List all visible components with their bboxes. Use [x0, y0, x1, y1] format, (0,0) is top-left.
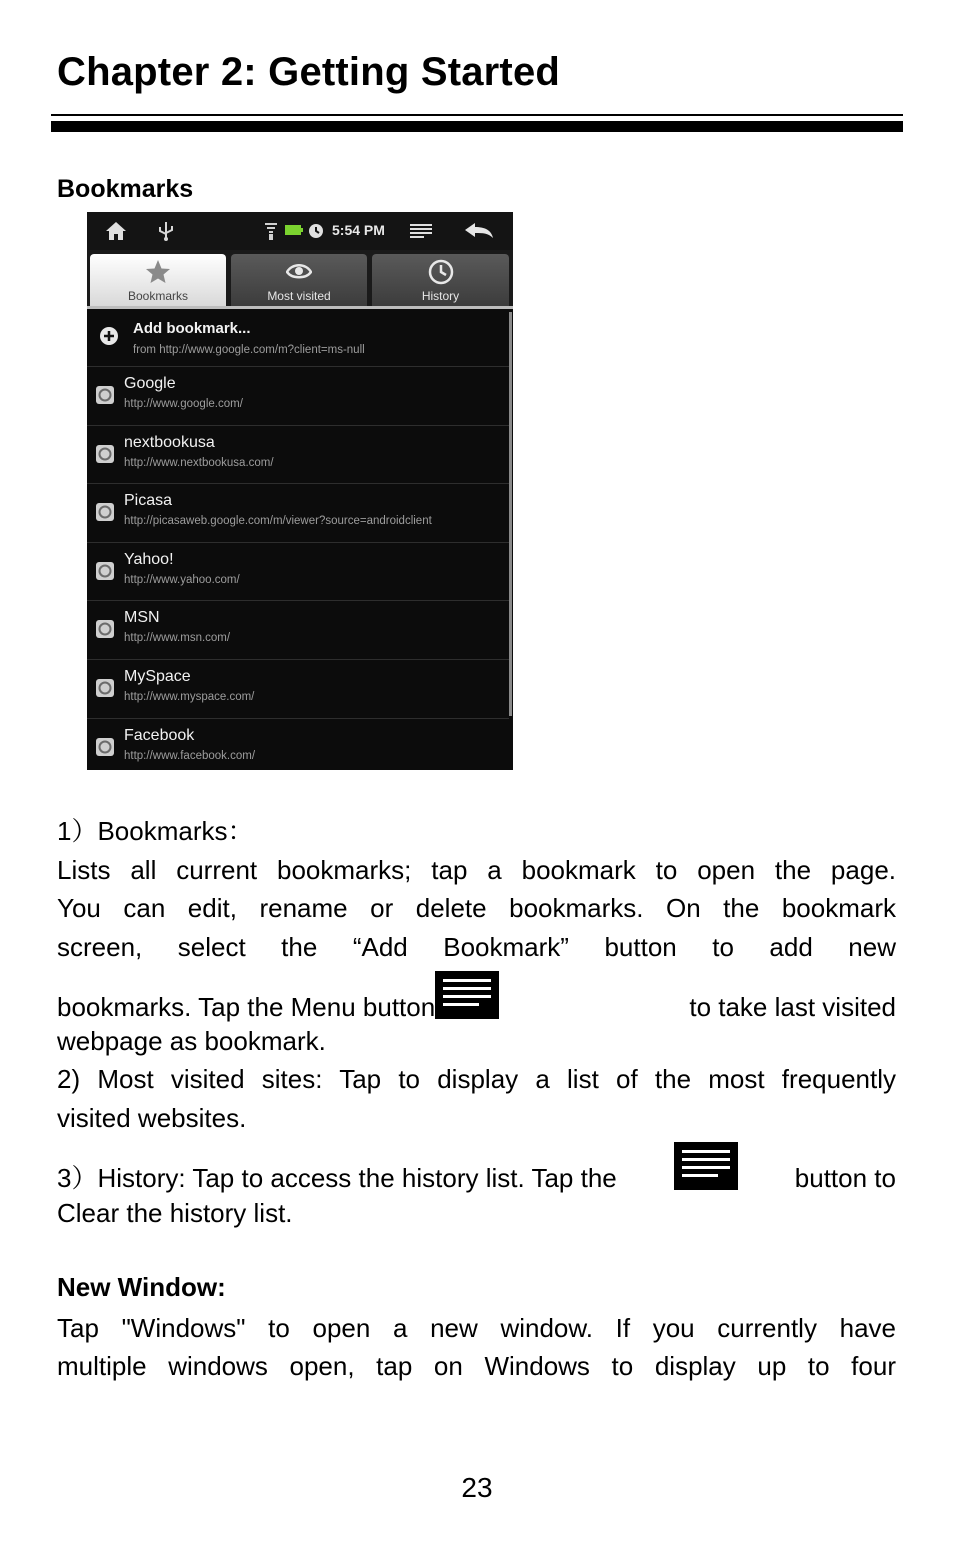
- bookmark-url: http://www.google.com/: [124, 398, 243, 410]
- status-bar: [87, 212, 513, 251]
- menu-icon[interactable]: [409, 223, 433, 241]
- list-scrollbar[interactable]: [509, 312, 512, 716]
- bookmark-url: http://www.yahoo.com/: [124, 573, 240, 586]
- tab-underline: [87, 306, 513, 309]
- item2-line2: visited websites.: [57, 1103, 247, 1133]
- item2-line1: 2) Most visited sites: Tap to display a list of the most frequently: [57, 1064, 896, 1094]
- item1-line3: screen, select the “Add Bookmark” button to add new: [57, 932, 896, 962]
- bookmark-title: nextbookusa: [124, 433, 215, 451]
- bookmark-item[interactable]: [87, 484, 509, 543]
- bookmark-item[interactable]: [87, 367, 509, 426]
- header-rule-thick: [51, 121, 903, 132]
- chapter-title: Chapter 2: Getting Started: [57, 50, 561, 94]
- bookmark-title: MySpace: [124, 667, 191, 685]
- menu-button-icon: [674, 1142, 738, 1190]
- item1-line2: You can edit, rename or delete bookmarks. On the bookmark: [57, 893, 896, 923]
- item1-line4-after: to take last visited: [689, 991, 896, 1022]
- add-bookmark-item[interactable]: [87, 310, 509, 367]
- menu-button-icon: [435, 971, 499, 1019]
- usb-icon: [157, 221, 175, 241]
- bookmark-url: http://www.myspace.com/: [124, 690, 255, 703]
- bookmark-title: MSN: [124, 609, 160, 627]
- bookmark-title: Yahoo!: [124, 550, 174, 568]
- globe-icon: [96, 679, 114, 697]
- clock-icon: [428, 259, 454, 285]
- star-icon: [145, 259, 171, 285]
- back-icon[interactable]: [463, 221, 495, 241]
- bookmark-title: Google: [124, 375, 176, 392]
- bookmark-item[interactable]: [87, 543, 509, 602]
- signal-icon: [263, 221, 279, 241]
- bookmark-url: http://www.msn.com/: [124, 632, 231, 645]
- bookmark-item[interactable]: [87, 660, 509, 719]
- tab-most-visited[interactable]: [231, 254, 367, 306]
- bookmark-item[interactable]: [87, 426, 509, 485]
- item1-line4-before: bookmarks. Tap the Menu button: [57, 991, 436, 1022]
- bookmark-title: Picasa: [124, 492, 173, 510]
- tab-bookmarks[interactable]: [90, 254, 226, 306]
- bookmark-list: [87, 310, 509, 770]
- globe-icon: [96, 503, 114, 521]
- section-heading-new-window: New Window:: [57, 1272, 226, 1302]
- globe-icon: [96, 738, 114, 756]
- add-bookmark-url: from http://www.google.com/m?client=ms-null: [133, 344, 365, 356]
- battery-icon: [285, 224, 303, 236]
- tab-label: Bookmarks: [127, 289, 189, 303]
- bookmark-url: http://www.facebook.com/: [124, 749, 256, 762]
- new-window-line2: multiple windows open, tap on Windows to display up to four: [57, 1351, 896, 1381]
- status-time: 5:54 PM: [332, 222, 385, 238]
- new-window-line1: Tap "Windows" to open a new window. If you currently have: [57, 1313, 896, 1343]
- bookmark-item[interactable]: [87, 719, 509, 770]
- home-icon[interactable]: [105, 221, 127, 241]
- item1-line5: webpage as bookmark.: [57, 1026, 326, 1056]
- tab-label: Most visited: [267, 289, 331, 303]
- section-heading-bookmarks: Bookmarks: [57, 175, 194, 203]
- item3-line2: Clear the history list.: [57, 1198, 293, 1228]
- eye-icon: [286, 259, 312, 285]
- item1-heading: 1）Bookmarks：: [57, 816, 254, 846]
- item1-line1: Lists all current bookmarks; tap a bookmark to open the page.: [57, 855, 896, 885]
- globe-icon: [96, 386, 114, 404]
- bookmarks-screenshot: [87, 212, 513, 770]
- bookmark-url: http://picasaweb.google.com/m/viewer?source=androidclient: [124, 515, 432, 528]
- item3-line1-after: button to: [794, 1162, 896, 1193]
- globe-icon: [96, 445, 114, 463]
- tab-bar: [87, 250, 513, 308]
- bookmark-item[interactable]: [87, 601, 509, 660]
- globe-icon: [96, 562, 114, 580]
- bookmark-url: http://www.nextbookusa.com/: [124, 456, 274, 469]
- header-rule-thin: [51, 114, 903, 116]
- add-icon: [99, 326, 119, 346]
- tab-label: History: [421, 289, 460, 303]
- alarm-icon: [307, 221, 325, 239]
- globe-icon: [96, 620, 114, 638]
- add-bookmark-title: Add bookmark...: [133, 320, 251, 337]
- page-number: 23: [461, 1472, 493, 1503]
- bookmark-title: Facebook: [124, 726, 195, 744]
- tab-history[interactable]: [372, 254, 509, 306]
- item3-line1-before: 3）History: Tap to access the history list. Tap the: [57, 1162, 617, 1193]
